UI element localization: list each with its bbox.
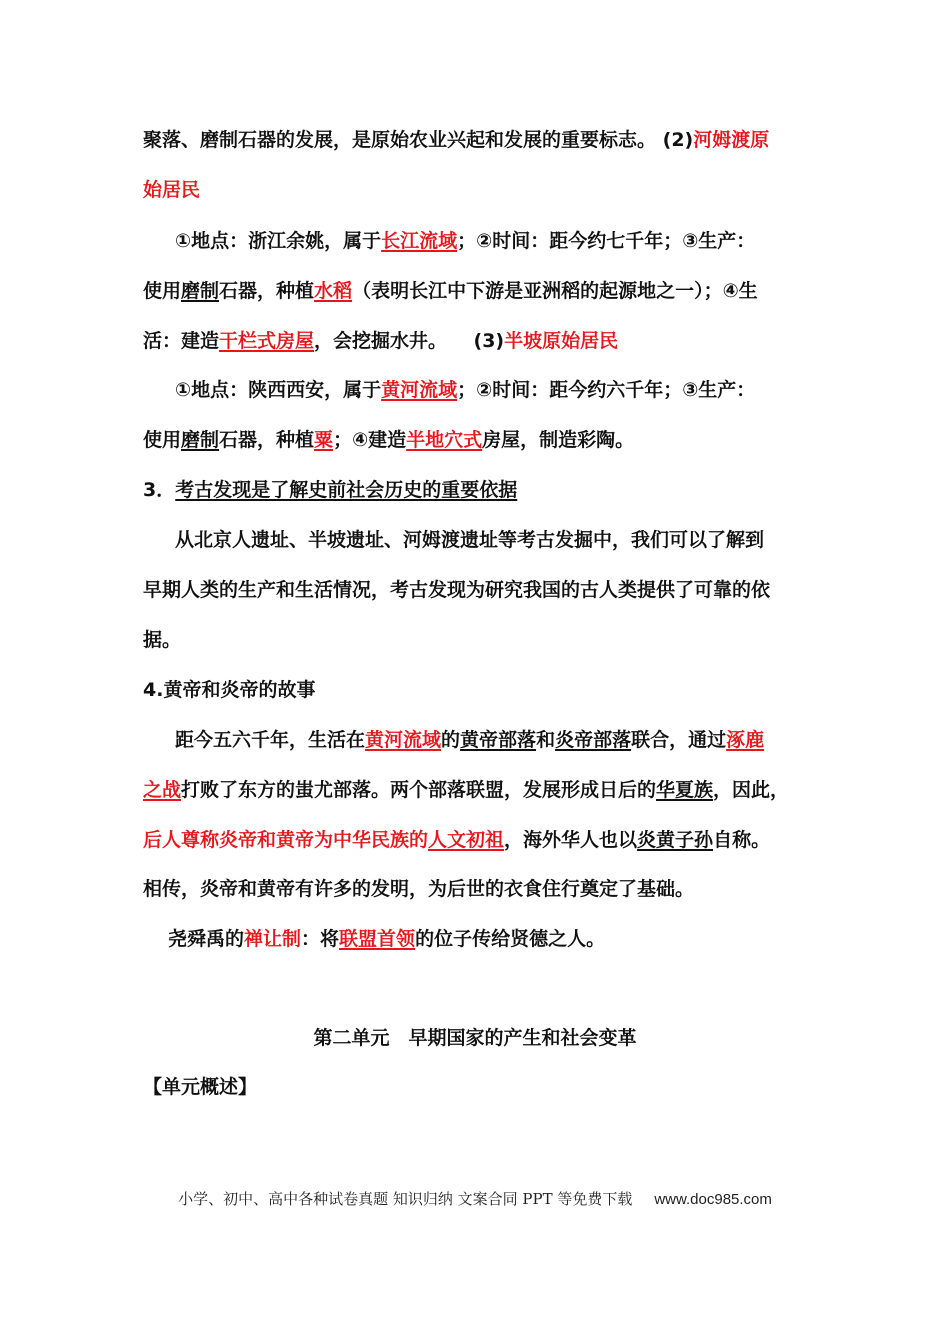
text-segment: 使用 bbox=[143, 280, 182, 302]
text-segment: 石器，种植 bbox=[219, 280, 315, 302]
underlined-text: 考古发现是了解史前社会历史的重要依据 bbox=[175, 479, 518, 501]
text-segment: 自称。 bbox=[713, 829, 771, 851]
highlight-text: 河姆渡原 bbox=[693, 129, 770, 151]
text-segment: 距今五六千年，生活在 bbox=[175, 729, 366, 751]
text-segment: ；②时间：距今约六千年；③生产： bbox=[457, 379, 756, 401]
text-segment: (3) bbox=[447, 330, 505, 352]
text-segment: 尧舜禹的 bbox=[168, 928, 245, 950]
text-line bbox=[143, 127, 823, 153]
text-line bbox=[143, 876, 823, 902]
text-segment: (2) bbox=[656, 129, 694, 151]
text-segment: 的 bbox=[441, 729, 461, 751]
text-segment: 打败了东方的蚩尤部落。两个部落联盟，发展形成日后的 bbox=[181, 779, 657, 801]
text-segment: ，因此， bbox=[713, 779, 790, 801]
highlight-text: 半坡原始居民 bbox=[504, 330, 619, 352]
underlined-text: 磨制 bbox=[181, 280, 220, 302]
highlight-text: 水稻 bbox=[314, 280, 353, 302]
text-segment: ；②时间：距今约七千年；③生产： bbox=[457, 230, 756, 252]
text-segment: 的位子传给贤德之人。 bbox=[415, 928, 606, 950]
text-segment: ，会挖掘水井。 bbox=[314, 330, 448, 352]
text-line bbox=[143, 827, 823, 853]
text-segment: ①地点：浙江余姚，属于 bbox=[175, 230, 382, 252]
footer-url: www.doc985.com bbox=[654, 1191, 772, 1208]
footer-text: 小学、初中、高中各种试卷真题 知识归纳 文案合同 PPT 等免费下载 bbox=[178, 1190, 633, 1208]
text-segment: （表明长江中下游是亚洲稻的起源地之一）；④生 bbox=[352, 280, 758, 302]
text-segment: ，海外华人也以 bbox=[504, 829, 638, 851]
highlight-text: 半地穴式 bbox=[406, 429, 483, 451]
text-line bbox=[143, 328, 823, 354]
unit-overview-heading: 【单元概述】 bbox=[143, 1076, 258, 1098]
heading-text: 4.黄帝和炎帝的故事 bbox=[143, 679, 316, 701]
text-segment: 使用 bbox=[143, 429, 182, 451]
text-line bbox=[143, 577, 823, 603]
text-line bbox=[175, 377, 855, 403]
text-segment: ：将 bbox=[301, 928, 340, 950]
highlight-text: 始居民 bbox=[143, 179, 201, 201]
heading-number: 3． bbox=[143, 479, 176, 501]
text-segment: 石器，种植 bbox=[219, 429, 315, 451]
highlight-text: 人文初祖 bbox=[428, 829, 505, 851]
text-segment: 早期人类的生产和生活情况，考古发现为研究我国的古人类提供了可靠的依 bbox=[143, 579, 771, 601]
text-line bbox=[143, 278, 823, 304]
text-segment: 联合，通过 bbox=[631, 729, 727, 751]
text-line bbox=[143, 427, 823, 453]
text-line bbox=[143, 177, 823, 203]
highlight-text: 涿鹿 bbox=[726, 729, 765, 751]
text-line bbox=[143, 627, 823, 653]
highlight-text: 后人尊称炎帝和黄帝为中华民族的 bbox=[143, 829, 429, 851]
text-segment: 相传，炎帝和黄帝有许多的发明，为后世的衣食住行奠定了基础。 bbox=[143, 878, 695, 900]
underlined-text: 磨制 bbox=[181, 429, 220, 451]
text-line bbox=[175, 527, 855, 553]
underlined-text: 华夏族 bbox=[656, 779, 714, 801]
text-segment: 从北京人遗址、半坡遗址、河姆渡遗址等考古发掘中，我们可以了解到 bbox=[175, 529, 765, 551]
text-segment: ①地点：陕西西安，属于 bbox=[175, 379, 382, 401]
highlight-text: 之战 bbox=[143, 779, 182, 801]
underlined-text: 炎黄子孙 bbox=[637, 829, 714, 851]
unit-title: 第二单元 早期国家的产生和社会变革 bbox=[313, 1027, 637, 1049]
text-segment: 据。 bbox=[143, 629, 182, 651]
text-line bbox=[175, 727, 855, 753]
page-footer bbox=[0, 1188, 950, 1209]
section-heading bbox=[143, 677, 823, 703]
text-segment: 活：建造 bbox=[143, 330, 220, 352]
text-line bbox=[168, 926, 848, 952]
text-segment: 聚落、磨制石器的发展，是原始农业兴起和发展的重要标志。 bbox=[143, 129, 657, 151]
underlined-text: 炎帝部落 bbox=[555, 729, 632, 751]
highlight-text: 黄河流域 bbox=[365, 729, 442, 751]
text-segment: 和 bbox=[536, 729, 556, 751]
highlight-text: 干栏式房屋 bbox=[219, 330, 315, 352]
section-heading bbox=[143, 477, 823, 503]
text-line bbox=[175, 228, 855, 254]
highlight-text: 禅让制 bbox=[244, 928, 302, 950]
text-segment: ；④建造 bbox=[333, 429, 407, 451]
highlight-text: 粟 bbox=[314, 429, 334, 451]
highlight-text: 黄河流域 bbox=[381, 379, 458, 401]
underlined-text: 黄帝部落 bbox=[460, 729, 537, 751]
highlight-text: 联盟首领 bbox=[339, 928, 416, 950]
text-line bbox=[143, 777, 823, 803]
text-segment: 房屋，制造彩陶。 bbox=[482, 429, 635, 451]
highlight-text: 长江流域 bbox=[381, 230, 458, 252]
